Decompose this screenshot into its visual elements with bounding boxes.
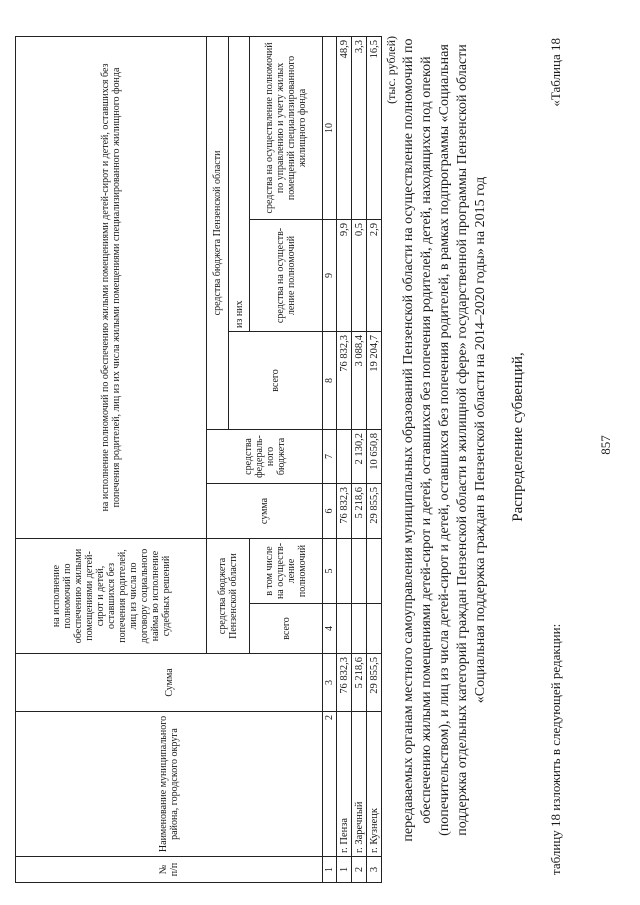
column-number: 6 [323,483,337,538]
header-management: средства на осуществление полномочий по управлению и учету жилых помещений специализированного жилищного фонда [250,36,323,219]
row-sum: 5 218,6 [352,654,367,712]
header-name: Наименование муниципального района, городского округа [16,712,323,857]
column-number: 10 [323,36,337,219]
table-description: передаваемых органам местного самоуправления муниципальных образований Пензенской области на осуществление полномочий по обеспечению жилыми помещениями детей-сирот и детей, оставшихся без попечения родителей, детей, находящихся под опекой (попечительством), и лиц из числа детей-сирот и детей, оставшихся без попечения родителей, в рамках подпрограммы «Социальная поддержка отдельных категорий граждан Пензенской области в жилищной сфере» государственной программы Пензенской области «Социальная поддержка граждан в Пензенской области на 2014–2020 годы» на 2015 год [401,38,488,842]
column-numbers-row [323,36,337,882]
row-management: 16,5 [367,36,382,219]
column-number: 9 [323,219,337,331]
header-court-incl: в том числе на осуществ-ление полномочий [250,538,323,603]
column-number: 5 [323,538,337,603]
intro-line: таблицу 18 изложить в следующей редакции: [548,623,563,875]
row-sum: 29 855,5 [367,654,382,712]
row-court-incl [337,538,352,603]
header-sum: Сумма [16,654,323,712]
column-number: 7 [323,429,337,483]
row-name: г. Кузнецк [367,712,382,857]
row-management: 48,9 [337,36,352,219]
column-number: 4 [323,604,337,654]
row-management: 3,3 [352,36,367,219]
table-row [367,36,382,882]
column-number: 3 [323,654,337,712]
row-federal [337,429,352,483]
row-court-incl [352,538,367,603]
row-regional-total: 19 204,7 [367,331,382,429]
row-federal: 2 130,2 [352,429,367,483]
header-of-which: из них [228,36,250,331]
column-number: 2 [323,712,337,857]
table-row [337,36,352,882]
row-regional-total: 3 088,4 [352,331,367,429]
row-name: г. Заречный [352,712,367,857]
row-court-total [367,604,382,654]
header-court-decisions: на исполнение полномочий по обеспечению жилыми помещениями детей-сирот и детей, оставшихся без попечения родителей, лиц из числа по договору социального найма во исполнение судебных решений [16,538,207,653]
subvention-table [15,36,382,883]
row-amount: 29 855,5 [367,483,382,538]
row-federal: 10 650,8 [367,429,382,483]
row-implementation: 0,5 [352,219,367,331]
row-court-total [352,604,367,654]
header-number: № п/п [16,857,323,883]
header-amount: сумма [207,483,323,538]
header-federal: средства федераль-ного бюджета [207,429,323,483]
table-row [352,36,367,882]
row-number: 1 [337,857,352,883]
header-implementation: средства на осуществ-ление полномочий [250,219,323,331]
row-number: 3 [367,857,382,883]
row-number: 2 [352,857,367,883]
column-number: 1 [323,857,337,883]
header-court-budget: средства бюджета Пензенской области [207,538,250,653]
row-amount: 5 218,6 [352,483,367,538]
header-court-total: всего [250,604,323,654]
table-label: «Таблица 18 [548,38,563,107]
row-court-total [337,604,352,654]
row-court-incl [367,538,382,603]
page-number: 857 [598,435,613,455]
header-specialized-fund: на исполнение полномочий по обеспечению жилыми помещениями детей-сирот и детей, оставшихся без попечения родителей, лиц из их числа жилыми помещениями специализированного жилищного фонда [16,36,207,538]
header-regional-total: всего [228,331,322,429]
row-amount: 76 832,3 [337,483,352,538]
column-number: 8 [323,331,337,429]
table-title: Распределение субвенций, [510,352,526,522]
units-label: (тыс. рублей) [384,36,398,104]
header-regional: средства бюджета Пензенской области [207,36,229,429]
row-implementation: 2,9 [367,219,382,331]
row-name: г. Пенза [337,712,352,857]
row-implementation: 9,9 [337,219,352,331]
row-regional-total: 76 832,3 [337,331,352,429]
row-sum: 76 832,3 [337,654,352,712]
